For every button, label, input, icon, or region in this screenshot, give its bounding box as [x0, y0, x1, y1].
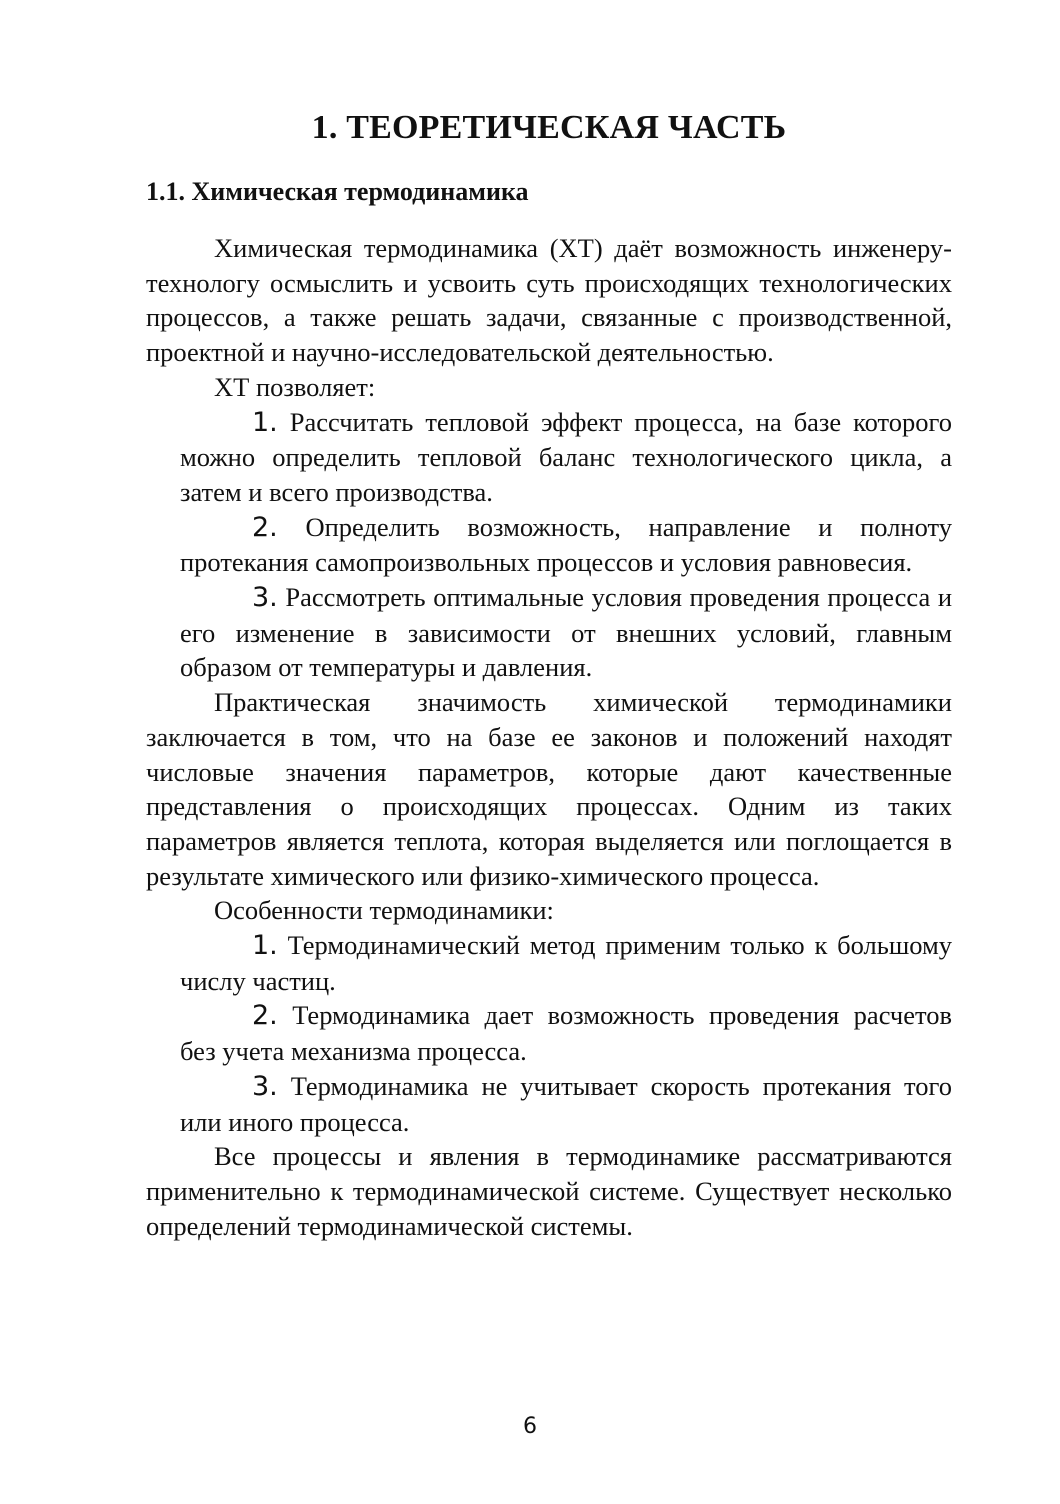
list-item: [180, 405, 952, 510]
xt-allows-label: ХТ позволяет:: [214, 371, 376, 402]
list-item-text: Термодинамика дает возможность проведения расчетов без учета механизма процесса.: [180, 1000, 953, 1067]
list-item: [180, 510, 952, 580]
list-item-text: Определить возможность, направление и полноту протекания самопроизвольных процессов и условия равновесия.: [180, 511, 953, 578]
section-title: 1.1. Химическая термодинамика: [146, 177, 529, 206]
list-item: [180, 580, 952, 685]
practical-paragraph: Практическая значимость химической термодинамики заключается в том, что на базе ее законов и положений находят числовые значения параметров, которые дают качественные представления о происходящих процессах. Одним из таких параметров является теплота, которая выделяется или поглощается в результате химического или физико-химического процесса.: [146, 687, 952, 891]
list-item-text: Рассчитать тепловой эффект процесса, на базе которого можно определить тепловой баланс технологического цикла, а затем и всего производства.: [180, 406, 952, 507]
list-item: [180, 998, 952, 1068]
body-text: [146, 231, 952, 1243]
features-label: Особенности термодинамики:: [214, 895, 554, 926]
list-item: [180, 928, 952, 998]
chapter-title: 1. ТЕОРЕТИЧЕСКАЯ ЧАСТЬ: [311, 109, 787, 146]
list-item-number: 1.: [252, 406, 278, 438]
list-item-text: Термодинамика не учитывает скорость протекания того или иного процесса.: [180, 1070, 952, 1137]
list-item-number: 3.: [252, 582, 278, 614]
list-item-number: 2.: [252, 1000, 278, 1032]
list-item-number: 3.: [252, 1070, 278, 1102]
list-item: [180, 1069, 952, 1139]
intro-paragraph: Химическая термодинамика (ХТ) даёт возможность инженеру-технологу осмыслить и усвоить суть происходящих технологических процессов, а также решать задачи, связанные с производственной, проектной и научно-исследовательской деятельностью.: [146, 233, 952, 368]
list-item-text: Рассмотреть оптимальные условия проведения процесса и его изменение в зависимости от внешних условий, главным образом от температуры и давления.: [180, 582, 953, 683]
closing-paragraph: Все процессы и явления в термодинамике рассматриваются применительно к термодинамической системе. Существует несколько определений термодинамической системы.: [146, 1141, 952, 1241]
list-item-number: 1.: [252, 930, 278, 962]
list-item-text: Термодинамический метод применим только к большому числу частиц.: [180, 930, 953, 996]
list-item-number: 2.: [252, 511, 278, 543]
page-number: 6: [523, 1414, 537, 1439]
